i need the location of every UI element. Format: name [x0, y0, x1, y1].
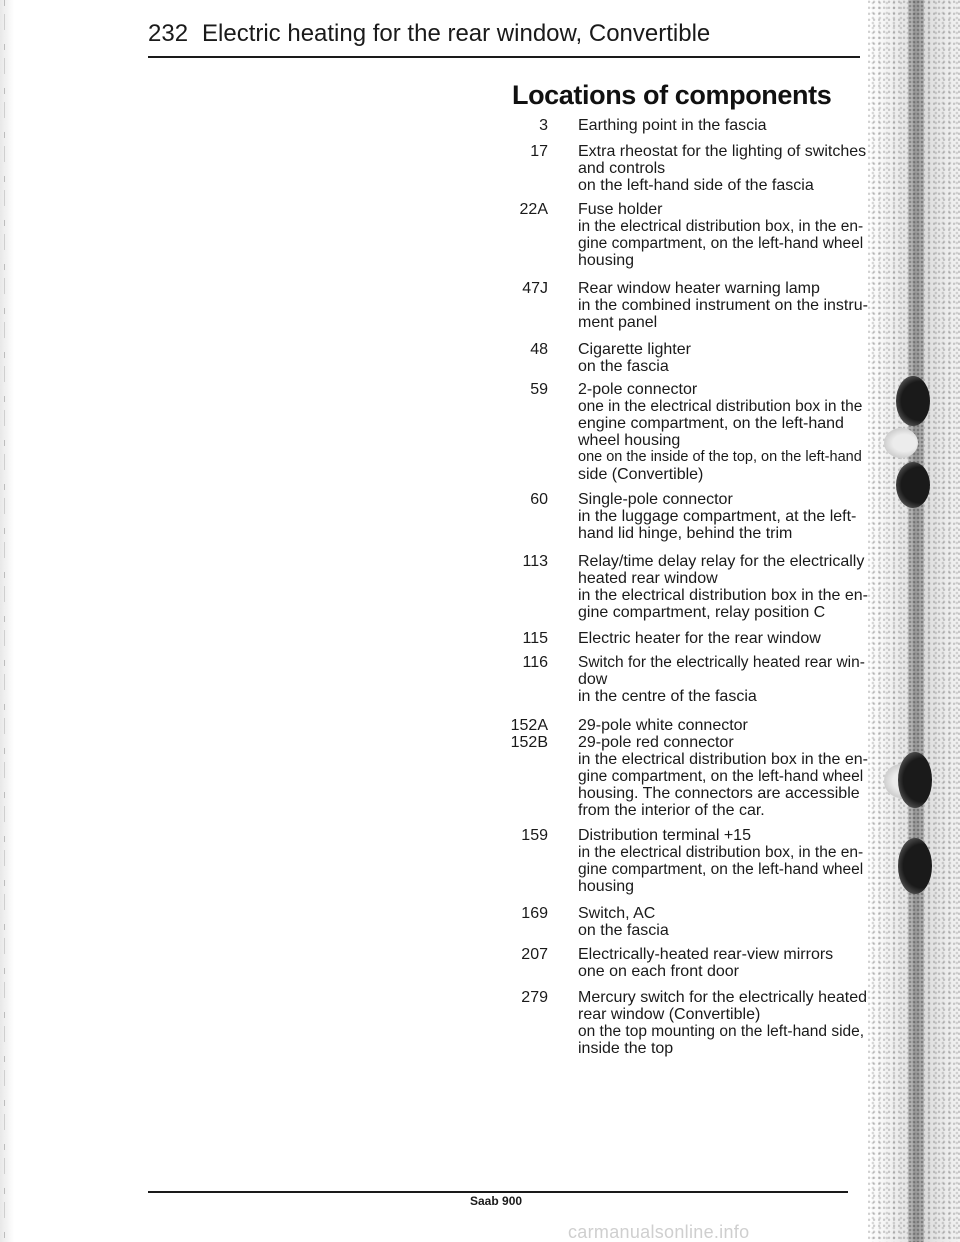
- description-line: in the combined instrument on the instru-: [578, 297, 868, 314]
- description-line: housing: [578, 252, 635, 269]
- description-line: Switch, AC: [578, 905, 656, 922]
- punch-hole: [898, 838, 932, 894]
- footer-rule: [148, 1191, 848, 1193]
- description-line: housing. The connectors are accessible: [578, 785, 860, 802]
- description-line: 29-pole white connector: [578, 717, 748, 734]
- component-number: 169: [521, 905, 548, 922]
- description-line: on the fascia: [578, 922, 669, 939]
- punch-hole: [896, 462, 930, 508]
- description-line: 2-pole connector: [578, 381, 698, 398]
- description-line: in the centre of the fascia: [578, 688, 757, 705]
- description-line: housing: [578, 878, 635, 895]
- component-number: 3: [539, 117, 548, 134]
- description-line: Fuse holder: [578, 201, 663, 218]
- scan-left-shadow: [0, 0, 14, 1242]
- description-line: Cigarette lighter: [578, 341, 691, 358]
- component-number: 48: [530, 341, 548, 358]
- component-number: 47J: [522, 280, 548, 297]
- description-line: in the electrical distribution box, in the en-: [578, 218, 864, 235]
- description-line: Mercury switch for the electrically heated: [578, 989, 867, 1006]
- description-line: on the left-hand side of the fascia: [578, 177, 814, 194]
- description-line: heated rear window: [578, 570, 718, 587]
- component-description: [578, 630, 868, 647]
- description-line: in the electrical distribution box in the en-: [578, 587, 868, 604]
- description-line: and controls: [578, 160, 666, 177]
- description-line: wheel housing: [578, 432, 681, 449]
- component-number: 59: [530, 381, 548, 398]
- description-line: ment panel: [578, 314, 658, 331]
- description-line: in the electrical distribution box in the en-: [578, 751, 868, 768]
- description-line: on the fascia: [578, 358, 669, 375]
- description-line: Distribution terminal +15: [578, 827, 751, 844]
- description-line: gine compartment, on the left-hand wheel: [578, 235, 864, 252]
- description-line: engine compartment, on the left-hand: [578, 415, 844, 432]
- component-description: [578, 341, 868, 375]
- component-number: 159: [521, 827, 548, 844]
- binding-edge-dark-strip: [908, 0, 924, 1242]
- component-description: [578, 946, 868, 980]
- punch-hole: [896, 376, 930, 426]
- description-line: in the luggage compartment, at the left-: [578, 508, 857, 525]
- description-line: Single-pole connector: [578, 491, 733, 508]
- footer-model: Saab 900: [470, 1194, 523, 1208]
- component-description: [578, 117, 868, 134]
- component-number: 60: [530, 491, 548, 508]
- description-line: Relay/time delay relay for the electrically: [578, 553, 865, 570]
- description-line: gine compartment, on the left-hand wheel: [578, 861, 864, 878]
- component-number: 279: [521, 989, 548, 1006]
- component-description: [578, 717, 868, 819]
- punch-hole-light: [884, 428, 918, 458]
- description-line: side (Convertible): [578, 466, 704, 483]
- header-rule: [148, 56, 860, 58]
- component-description: [578, 827, 868, 895]
- component-number: 207: [521, 946, 548, 963]
- section-title: Locations of components: [512, 80, 832, 110]
- component-number: 17: [530, 143, 548, 160]
- component-description: [578, 143, 868, 194]
- component-number: 115: [522, 630, 548, 647]
- description-line: dow: [578, 671, 608, 688]
- description-line: one in the electrical distribution box in the: [578, 398, 863, 415]
- component-number: 116: [522, 654, 548, 671]
- component-number-secondary: 152B: [510, 734, 548, 751]
- component-description: [578, 280, 868, 331]
- component-description: [578, 491, 868, 542]
- page-number: 232: [148, 20, 189, 47]
- description-line: gine compartment, on the left-hand wheel: [578, 768, 864, 785]
- component-number: 152A: [510, 717, 548, 734]
- description-line: inside the top: [578, 1040, 674, 1057]
- description-line: one on each front door: [578, 963, 740, 980]
- watermark: carmanualsonline.info: [568, 1222, 750, 1242]
- description-line: from the interior of the car.: [578, 802, 765, 819]
- component-description: [578, 905, 868, 939]
- description-line: rear window (Convertible): [578, 1006, 761, 1023]
- description-line: 29-pole red connector: [578, 734, 734, 751]
- description-line: Earthing point in the fascia: [578, 117, 767, 134]
- component-number: 22A: [519, 201, 548, 218]
- description-line: in the electrical distribution box, in the en-: [578, 844, 864, 861]
- component-description: [578, 654, 868, 705]
- component-description: [578, 989, 868, 1057]
- description-line: Electric heater for the rear window: [578, 630, 821, 647]
- description-line: hand lid hinge, behind the trim: [578, 525, 793, 542]
- description-line: one on the inside of the top, on the left-hand: [578, 449, 862, 465]
- description-line: on the top mounting on the left-hand side,: [578, 1023, 865, 1040]
- component-number: 113: [522, 553, 548, 570]
- component-description: [578, 381, 868, 483]
- component-description: [578, 201, 868, 269]
- description-line: Extra rheostat for the lighting of switches: [578, 143, 867, 160]
- description-line: Switch for the electrically heated rear win-: [578, 654, 865, 671]
- description-line: Electrically-heated rear-view mirrors: [578, 946, 834, 963]
- punch-hole: [898, 752, 932, 808]
- component-description: [578, 553, 868, 621]
- page-header: [148, 18, 860, 56]
- page-title: Electric heating for the rear window, Convertible: [202, 20, 711, 47]
- description-line: gine compartment, relay position C: [578, 604, 826, 621]
- description-line: Rear window heater warning lamp: [578, 280, 820, 297]
